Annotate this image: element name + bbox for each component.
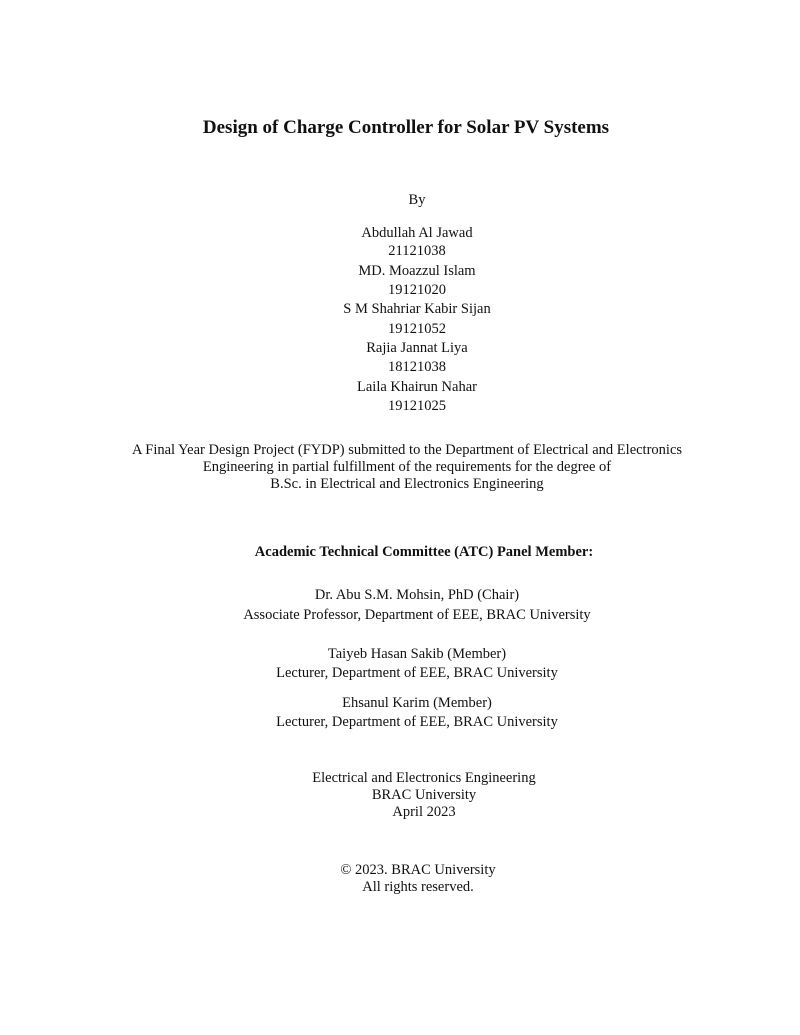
author-name: S M Shahriar Kabir Sijan: [343, 301, 491, 317]
author-name: Rajia Jannat Liya: [366, 340, 468, 356]
by-label: By: [408, 192, 426, 208]
submission-line: B.Sc. in Electrical and Electronics Engineering: [270, 476, 544, 492]
submission-line: Engineering in partial fulfillment of the requirements for the degree of: [202, 459, 612, 475]
author-id: 19121052: [388, 321, 446, 337]
author-name: Abdullah Al Jawad: [361, 225, 473, 241]
author-name: Laila Khairun Nahar: [357, 379, 477, 395]
submission-line: A Final Year Design Project (FYDP) submitted to the Department of Electrical and Electronics: [131, 442, 683, 458]
committee-member-name: Taiyeb Hasan Sakib (Member): [327, 646, 507, 662]
submission-date: April 2023: [392, 804, 456, 820]
department-name: Electrical and Electronics Engineering: [312, 770, 536, 786]
committee-member-position: Associate Professor, Department of EEE, BRAC University: [243, 607, 591, 623]
author-id: 21121038: [388, 243, 446, 259]
author-id: 19121025: [388, 398, 446, 414]
committee-member-position: Lecturer, Department of EEE, BRAC University: [276, 665, 558, 681]
committee-member-position: Lecturer, Department of EEE, BRAC University: [276, 714, 558, 730]
committee-member-name: Ehsanul Karim (Member): [342, 695, 492, 711]
university-name: BRAC University: [371, 787, 477, 803]
committee-heading: Academic Technical Committee (ATC) Panel Member:: [254, 544, 594, 560]
author-id: 18121038: [388, 359, 446, 375]
copyright-notice: © 2023. BRAC University: [340, 862, 496, 878]
document-title: Design of Charge Controller for Solar PV Systems: [202, 117, 610, 138]
author-name: MD. Moazzul Islam: [358, 263, 476, 279]
committee-member-name: Dr. Abu S.M. Mohsin, PhD (Chair): [314, 587, 520, 603]
author-id: 19121020: [388, 282, 446, 298]
rights-statement: All rights reserved.: [362, 879, 474, 895]
